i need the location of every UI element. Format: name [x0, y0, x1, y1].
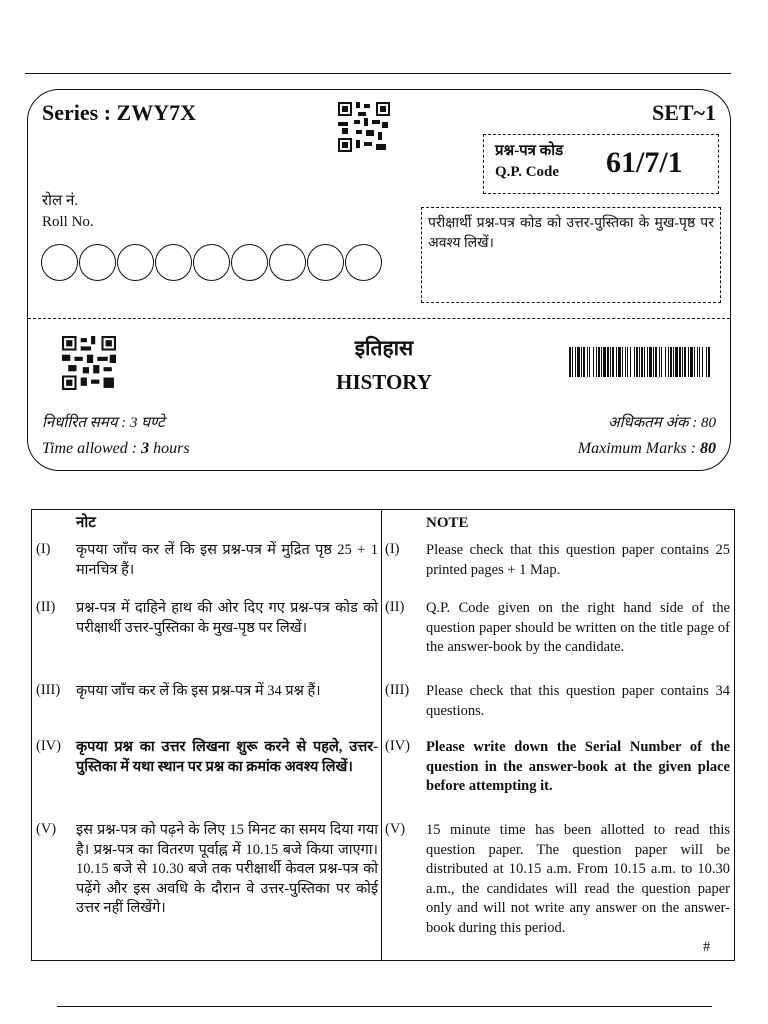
note-number: (III)	[36, 682, 61, 698]
note-text-hindi: कृपया जाँच कर लें कि इस प्रश्न-पत्र में मुद्रित पृष्ठ 25 + 1 मानचित्र हैं।	[76, 542, 378, 578]
note-number: (I)	[36, 541, 51, 557]
notes-heading-english: NOTE	[426, 515, 469, 531]
time-label: Time allowed :	[42, 440, 142, 457]
marks-value: 80	[700, 440, 716, 457]
note-number: (II)	[385, 599, 405, 615]
max-marks-hindi: अधिकतम अंक : 80	[608, 415, 716, 431]
note-text-hindi: कृपया प्रश्न का उत्तर लिखना शुरू करने से पहले, उत्तर-पुस्तिका में यथा स्थान पर प्रश्न का क्रमांक अवश्य लिखें।	[76, 739, 378, 775]
qp-label-hindi: प्रश्न-पत्र कोड	[495, 143, 564, 159]
qr-code-icon	[338, 102, 390, 152]
barcode-icon	[569, 347, 711, 377]
qp-label-english: Q.P. Code	[495, 164, 560, 180]
qp-code-value: 61/7/1	[606, 146, 683, 179]
roll-digit-box[interactable]	[269, 244, 306, 281]
roll-digit-box[interactable]	[41, 244, 78, 281]
set-label: SET~1	[651, 100, 716, 125]
note-text-hindi: कृपया जाँच कर लें कि इस प्रश्न-पत्र में 34 प्रश्न हैं।	[76, 683, 321, 699]
dashed-separator	[28, 318, 730, 319]
note-number: (IV)	[36, 738, 61, 754]
roll-number-boxes	[41, 244, 383, 281]
roll-digit-box[interactable]	[117, 244, 154, 281]
note-text-hindi: प्रश्न-पत्र में दाहिने हाथ की ओर दिए गए प्रश्न-पत्र कोड को परीक्षार्थी उत्तर-पुस्तिका के मुख-पृष्ठ पर लिखें।	[76, 600, 378, 636]
roll-digit-box[interactable]	[193, 244, 230, 281]
top-rule	[25, 73, 731, 74]
subject-title-english: HISTORY	[336, 370, 432, 394]
note-text-english: Q.P. Code given on the right hand side of the question paper should be written on the title page of the answer-book by the candidate.	[426, 600, 730, 655]
roll-number-label	[42, 191, 94, 233]
roll-digit-box[interactable]	[231, 244, 268, 281]
subject-title-hindi: इतिहास	[354, 336, 414, 360]
end-mark: #	[703, 939, 711, 955]
time-allowed-english	[42, 440, 190, 458]
note-text-english: 15 minute time has been allotted to read this question paper. The question paper will be distributed at 10.15 a.m. From 10.15 a.m. to 10.30 a.m., the candidates will read the question paper only and will not write any answer on the answer-book during this period.	[426, 822, 730, 936]
note-number: (II)	[36, 599, 56, 615]
series-label: Series : ZWY7X	[42, 100, 196, 125]
qp-code-label	[495, 141, 563, 183]
note-text-english: Please check that this question paper contains 25 printed pages + 1 Map.	[426, 542, 730, 578]
time-value: 3	[141, 440, 150, 457]
roll-digit-box[interactable]	[307, 244, 344, 281]
qp-code-instruction: परीक्षार्थी प्रश्न-पत्र कोड को उत्तर-पुस्तिका के मुख-पृष्ठ पर अवश्य लिखें।	[421, 207, 721, 303]
bottom-rule	[57, 1006, 712, 1007]
note-number: (IV)	[385, 738, 410, 754]
notes-heading-hindi: नोट	[76, 515, 96, 531]
note-text-english: Please write down the Serial Number of the question in the answer-book at the given place before attempting it.	[426, 739, 730, 794]
note-number: (I)	[385, 541, 400, 557]
roll-digit-box[interactable]	[79, 244, 116, 281]
time-unit: hours	[149, 440, 190, 457]
roll-digit-box[interactable]	[155, 244, 192, 281]
note-number: (III)	[385, 682, 410, 698]
notes-column-divider	[381, 509, 382, 961]
time-allowed-hindi: निर्धारित समय : 3 घण्टे	[42, 415, 165, 431]
marks-label: Maximum Marks :	[577, 440, 700, 457]
roll-label-english: Roll No.	[42, 214, 94, 230]
roll-digit-box[interactable]	[345, 244, 382, 281]
max-marks-english	[578, 440, 716, 458]
roll-label-hindi: रोल नं.	[42, 193, 79, 209]
note-number: (V)	[36, 821, 57, 837]
note-text-english: Please check that this question paper contains 34 questions.	[426, 683, 730, 719]
note-text-hindi: इस प्रश्न-पत्र को पढ़ने के लिए 15 मिनट का समय दिया गया है। प्रश्न-पत्र का वितरण पूर्वाह्न में 10.15 बजे किया जाएगा। 10.15 बजे से 10.30 बजे तक परीक्षार्थी केवल प्रश्न-पत्र को पढ़ेंगे और इस अवधि के दौरान वे उत्तर-पुस्तिका पर कोई उत्तर नहीं लिखेंगे।	[76, 822, 378, 916]
note-number: (V)	[385, 821, 406, 837]
